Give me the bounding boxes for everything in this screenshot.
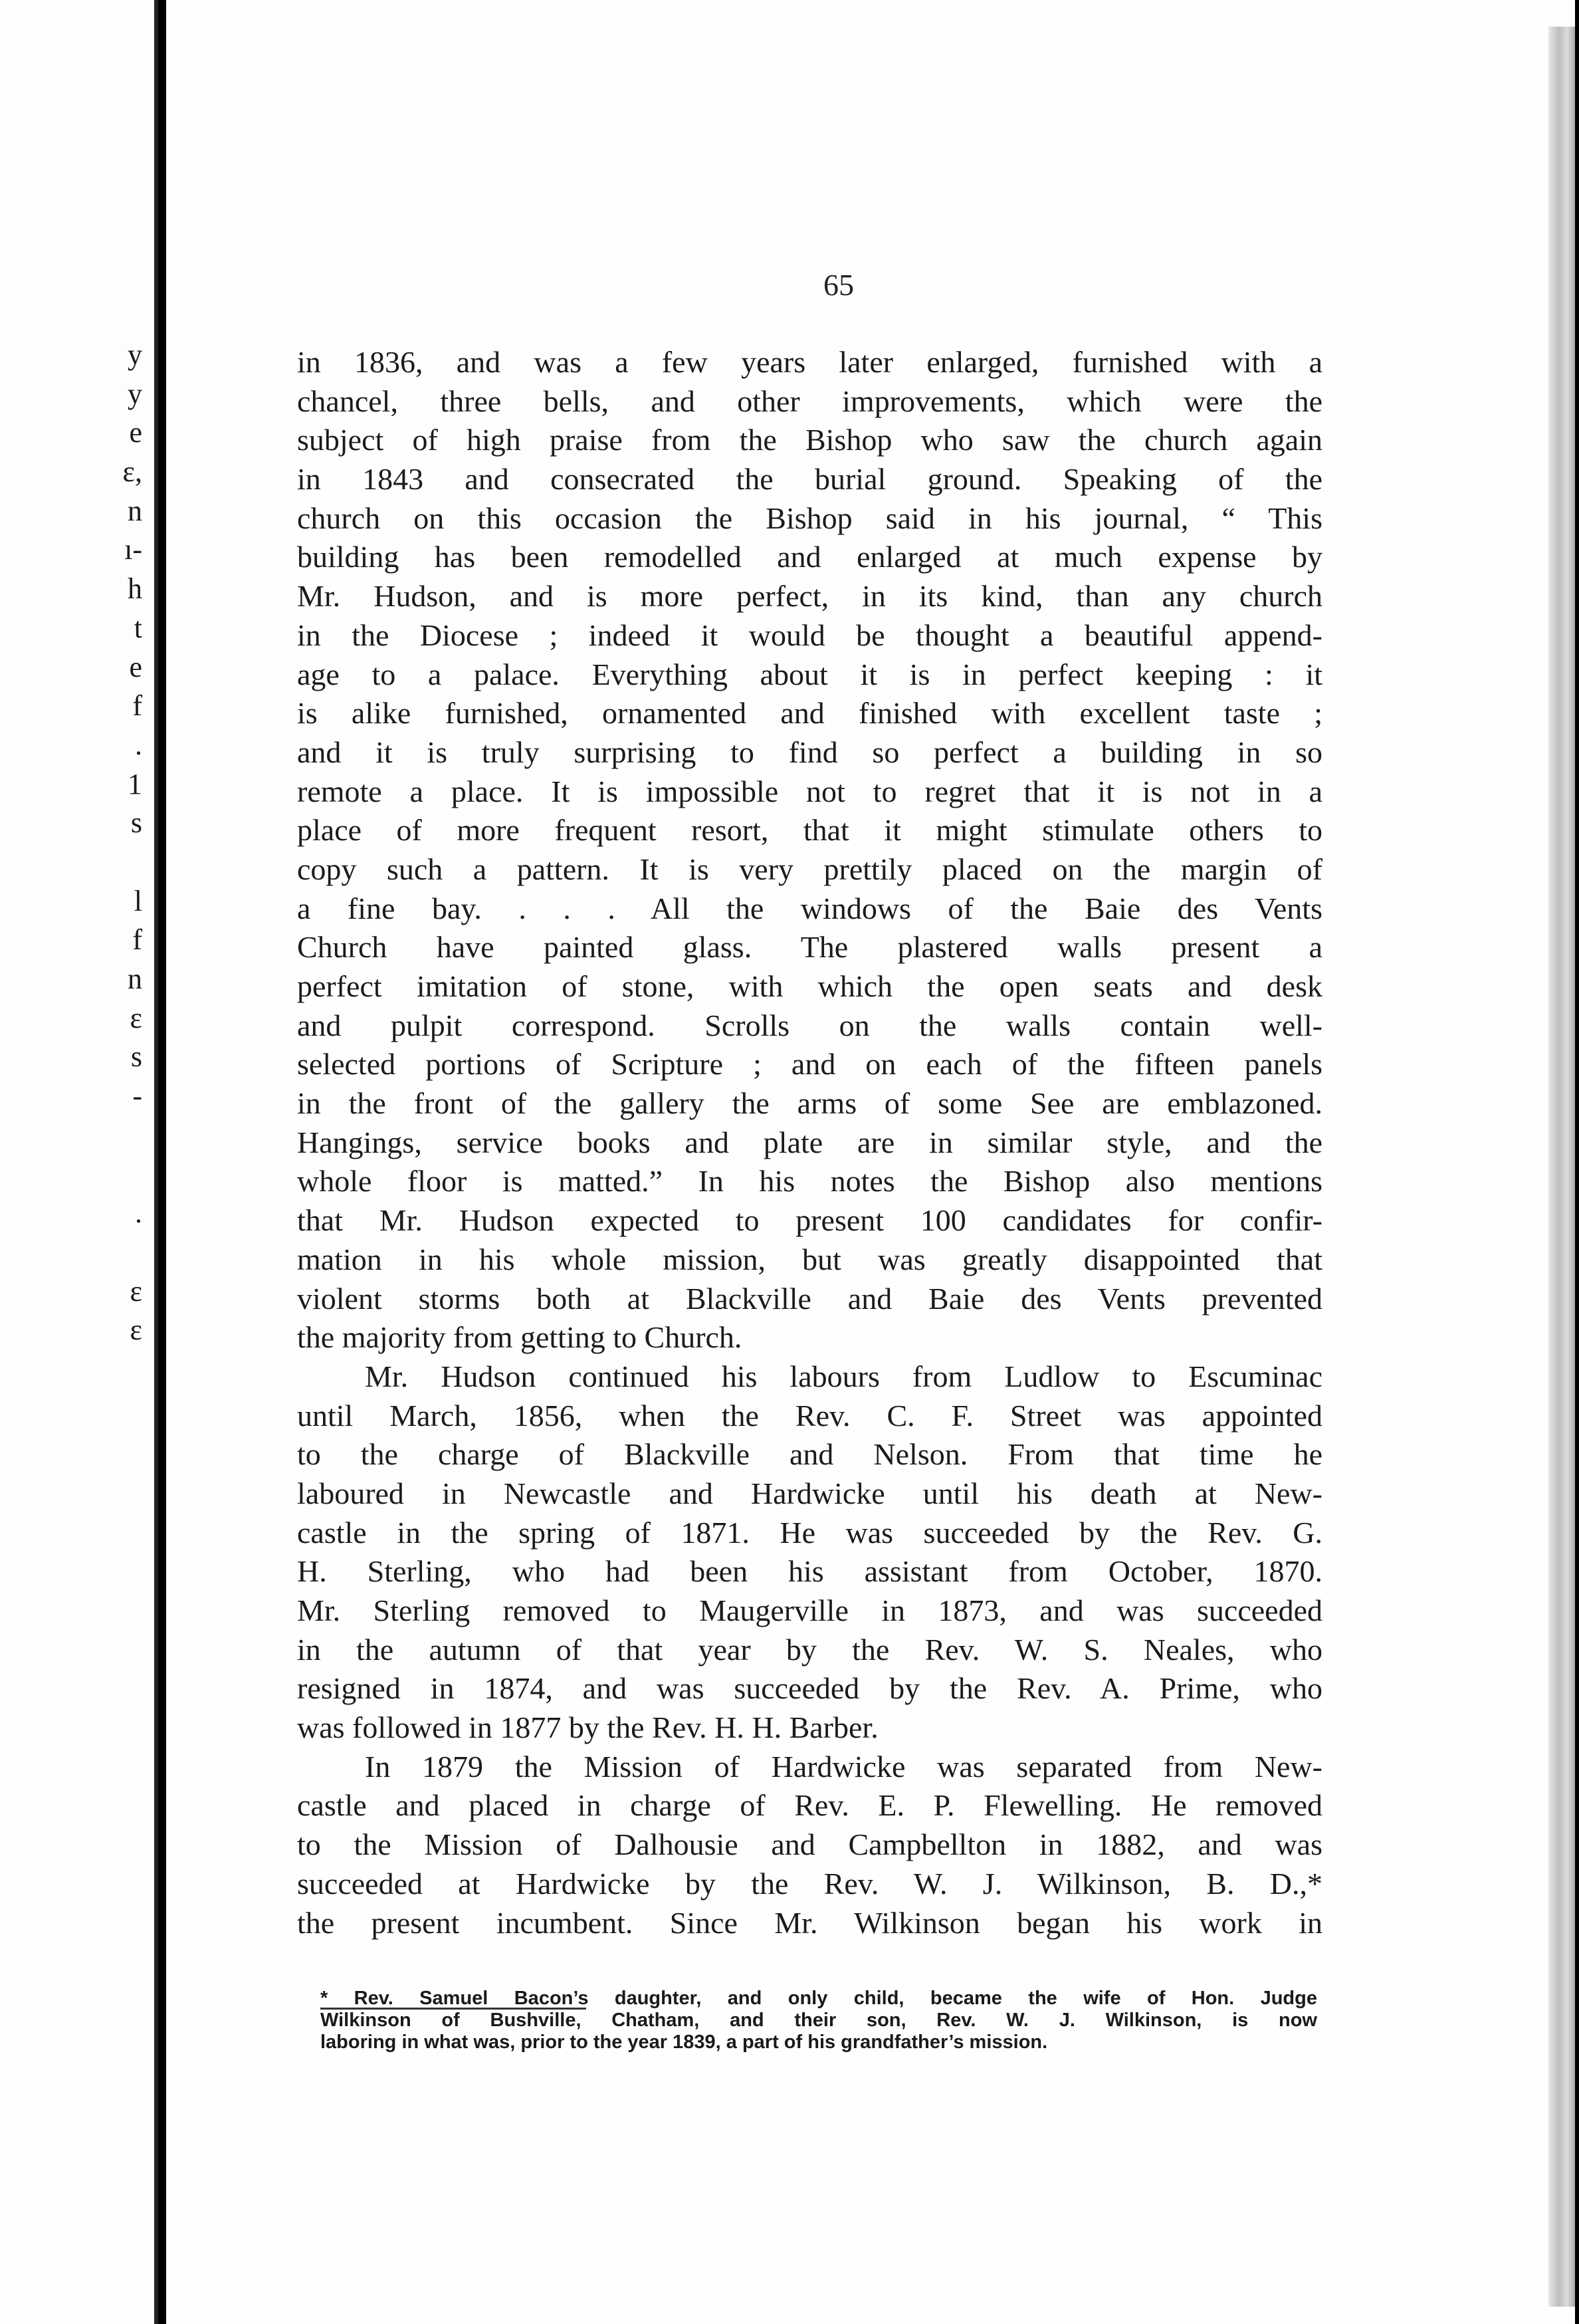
text-line: was followed in 1877 by the Rev. H. H. Barber.: [297, 1710, 879, 1745]
facing-page-fragment: y: [128, 338, 142, 371]
text-line: whole floor is matted.” In his notes the Bishop also mentions: [297, 1164, 1322, 1199]
text-line: is alike furnished, ornamented and finished with excellent taste ;: [297, 696, 1322, 731]
text-line: copy such a pattern. It is very prettily placed on the margin of: [297, 852, 1322, 886]
text-line: to the charge of Blackville and Nelson. From that time he: [297, 1437, 1322, 1472]
facing-page-fragment: y: [128, 377, 142, 410]
facing-page-fragment: n: [128, 963, 142, 995]
facing-page-fragment: s: [130, 806, 142, 840]
text-line: the present incumbent. Since Mr. Wilkinson began his work in: [297, 1905, 1322, 1940]
facing-page-fragment: e: [129, 416, 142, 449]
facing-page-fragment: .: [135, 728, 142, 761]
facing-page-fragment: ε: [130, 1001, 142, 1034]
text-line: place of more frequent resort, that it might stimulate others to: [297, 813, 1322, 848]
text-line: church on this occasion the Bishop said in his journal, “ This: [297, 501, 1322, 535]
footnote-line: * Rev. Samuel Bacon’s daughter, and only child, became the wife of Hon. Judge: [320, 1988, 1317, 2009]
facing-page-fragment: s: [130, 1040, 142, 1074]
page-edge: [1548, 27, 1575, 2307]
footnote: [320, 1988, 1317, 2053]
book-page: [166, 0, 1575, 2324]
text-line: age to a palace. Everything about it is in perfect keeping : it: [297, 657, 1322, 691]
text-line: and pulpit correspond. Scrolls on the walls contain well-: [297, 1008, 1322, 1042]
text-line: chancel, three bells, and other improvements, which were the: [297, 384, 1322, 418]
facing-page-fragment: t: [134, 611, 142, 644]
text-line: Mr. Hudson continued his labours from Ludlow to Escuminac: [365, 1359, 1322, 1393]
facing-page-fragment: h: [128, 572, 142, 606]
facing-page-fragment: [89, 1155, 142, 1194]
text-line: mation in his whole mission, but was greatly disappointed that: [297, 1242, 1322, 1276]
facing-page-fragment: e: [129, 650, 142, 683]
text-line: building has been remodelled and enlarged at much expense by: [297, 540, 1322, 574]
facing-page-fragment: ε: [130, 1314, 142, 1347]
facing-page-fragment: 1: [128, 767, 142, 800]
facing-page-fragment: ε: [130, 1274, 142, 1308]
facing-page-fragment: ı-: [124, 533, 142, 566]
text-line: in the front of the gallery the arms of some See are emblazoned.: [297, 1086, 1322, 1121]
facing-page-fragment: ε,: [122, 455, 142, 489]
text-line: the majority from getting to Church.: [297, 1320, 742, 1355]
text-line: remote a place. It is impossible not to regret that it is not in a: [297, 774, 1322, 808]
facing-page-fragment: -: [132, 1080, 142, 1113]
paragraph: [297, 343, 1322, 1357]
facing-page-fragment: f: [132, 923, 142, 957]
text-line: in 1843 and consecrated the burial ground. Speaking of the: [297, 462, 1322, 497]
text-line: castle in the spring of 1871. He was succeeded by the Rev. G.: [297, 1515, 1322, 1550]
text-line: until March, 1856, when the Rev. C. F. Street was appointed: [297, 1398, 1322, 1433]
text-line: subject of high praise from the Bishop who saw the church again: [297, 423, 1322, 457]
text-line: in the autumn of that year by the Rev. W. S. Neales, who: [297, 1632, 1322, 1667]
text-line: castle and placed in charge of Rev. E. P. Flewelling. He removed: [297, 1788, 1322, 1823]
text-line: laboured in Newcastle and Hardwicke until his death at New-: [297, 1476, 1322, 1510]
text-line: resigned in 1874, and was succeeded by the Rev. A. Prime, who: [297, 1671, 1322, 1706]
page-number: 65: [823, 268, 854, 302]
text-line: succeeded at Hardwicke by the Rev. W. J. Wilkinson, B. D.,*: [297, 1866, 1322, 1901]
facing-page-fragment: n: [128, 494, 142, 527]
footnote-line: Wilkinson of Bushville, Chatham, and their son, Rev. W. J. Wilkinson, is now: [320, 2010, 1317, 2031]
text-line: in 1836, and was a few years later enlarged, furnished with a: [297, 345, 1322, 379]
body-text: [297, 343, 1322, 1942]
text-line: that Mr. Hudson expected to present 100 candidates for confir-: [297, 1203, 1322, 1238]
text-line: and it is truly surprising to find so perfect a building in so: [297, 735, 1322, 769]
text-line: H. Sterling, who had been his assistant from October, 1870.: [297, 1554, 1322, 1589]
facing-page-fragment: [89, 1116, 142, 1155]
text-line: selected portions of Scripture ; and on each of the fifteen panels: [297, 1047, 1322, 1082]
text-line: violent storms both at Blackville and Baie des Vents prevented: [297, 1281, 1322, 1316]
text-line: Mr. Sterling removed to Maugerville in 1873, and was succeeded: [297, 1593, 1322, 1627]
facing-page-fragment: f: [132, 689, 142, 723]
facing-page-fragment: [89, 843, 142, 882]
facing-page-fragment: l: [134, 884, 142, 917]
text-line: perfect imitation of stone, with which the open seats and desk: [297, 969, 1322, 1003]
text-line: Hangings, service books and plate are in similar style, and the: [297, 1125, 1322, 1159]
text-line: In 1879 the Mission of Hardwicke was separated from New-: [365, 1749, 1322, 1784]
text-line: to the Mission of Dalhousie and Campbellton in 1882, and was: [297, 1827, 1322, 1862]
footnote-line: laboring in what was, prior to the year 1839, a part of his grandfather’s mission.: [320, 2032, 1048, 2053]
facing-page-text-fragments: [89, 336, 142, 1350]
text-line: a fine bay. . . . All the windows of the Baie des Vents: [297, 891, 1322, 925]
facing-page-fragment: [89, 1233, 142, 1272]
text-line: Mr. Hudson, and is more perfect, in its kind, than any church: [297, 579, 1322, 614]
facing-page: [0, 0, 158, 2324]
paragraph: [297, 1748, 1322, 1942]
facing-page-fragment: .: [135, 1197, 142, 1230]
paragraph: [297, 1357, 1322, 1748]
text-line: Church have painted glass. The plastered walls present a: [297, 930, 1322, 965]
text-line: in the Diocese ; indeed it would be thought a beautiful append-: [297, 618, 1322, 652]
